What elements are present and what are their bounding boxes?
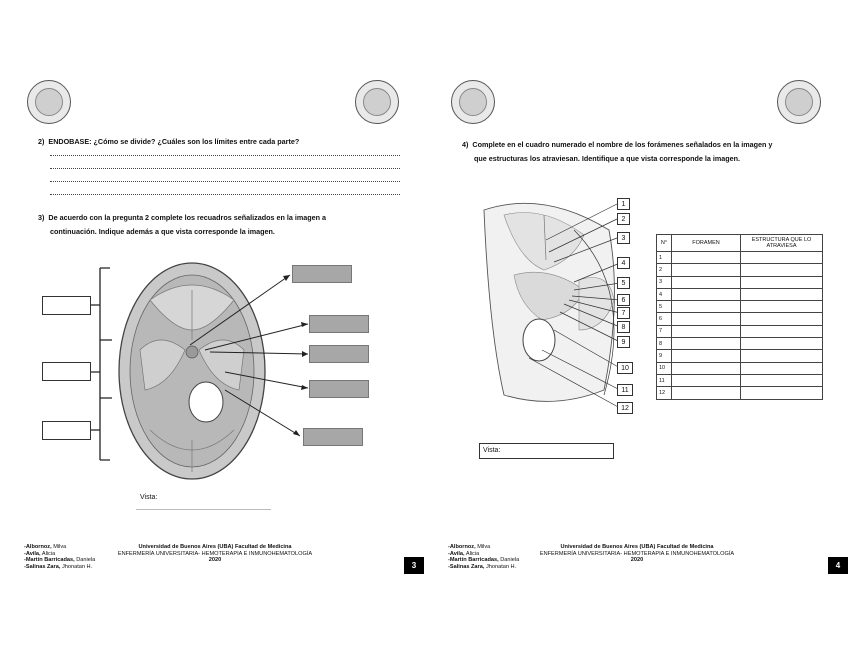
footer-authors: -Albornoz, Milva -Avila, Alicia -Martín Barricadas, Daniela -Salinas Zara, Jhonatan H. [448,544,520,570]
column-header: ESTRUCTURA QUE LO ATRAVIESA [741,235,823,252]
foramen-cell[interactable] [672,288,741,300]
answer-box-structure[interactable] [292,265,352,283]
foramen-cell[interactable] [672,338,741,350]
foramen-cell[interactable] [672,264,741,276]
answer-box-fossa[interactable] [42,421,91,440]
structure-cell[interactable] [741,288,823,300]
structure-cell[interactable] [741,387,823,399]
foramen-label-box: 11 [617,384,633,396]
foramen-cell[interactable] [672,387,741,399]
structure-cell[interactable] [741,325,823,337]
question-4: 4) Complete en el cuadro numerado el nombre de los forámenes señalados en la imagen y que estructuras los atraviesan. Identifique a que vista corresponde la imagen. [462,140,773,163]
structure-cell[interactable] [741,276,823,288]
vista-answer-box[interactable] [479,443,614,459]
table-row: 5 [657,301,823,313]
foramen-cell[interactable] [672,350,741,362]
answer-box-fossa[interactable] [42,362,91,381]
answer-box-structure[interactable] [309,380,369,398]
table-row: 4 [657,288,823,300]
footer-institution-block: Universidad de Buenos Aires (UBA) Facultad de Medicina ENFERMERÍA UNIVERSITARIA- HEMOTERAPIA E INMUNOHEMATOLOGÍA 2020 [117,544,313,563]
answer-box-fossa[interactable] [42,296,91,315]
foramen-label-box: 6 [617,294,630,306]
structure-cell[interactable] [741,301,823,313]
foramen-label-box: 2 [617,213,630,225]
foramen-label-box: 7 [617,307,630,319]
structure-cell[interactable] [741,374,823,386]
structure-cell[interactable] [741,313,823,325]
foramen-cell[interactable] [672,325,741,337]
foramen-label-box: 9 [617,336,630,348]
page-number: 4 [828,557,848,574]
table-row: 11 [657,374,823,386]
foramen-cell[interactable] [672,313,741,325]
vista-answer-line[interactable] [136,509,271,510]
foramen-label-box: 8 [617,321,630,333]
structure-cell[interactable] [741,338,823,350]
page-4 [424,0,848,655]
table-row: 2 [657,264,823,276]
answer-box-structure[interactable] [309,345,369,363]
structure-cell[interactable] [741,362,823,374]
column-header: FORAMEN [672,235,741,252]
page-number: 3 [404,557,424,574]
table-row: 1 [657,252,823,264]
answer-box-structure[interactable] [309,315,369,333]
table-header-row [657,235,823,252]
footer-institution-block: Universidad de Buenos Aires (UBA) Facultad de Medicina ENFERMERÍA UNIVERSITARIA- HEMOTERAPIA E INMUNOHEMATOLOGÍA 2020 [539,544,735,563]
foramen-label-box: 10 [617,362,633,374]
table-row: 12 [657,387,823,399]
table-row: 8 [657,338,823,350]
footer-authors: -Albornoz, Milva -Avila, Alicia -Martín Barricadas, Daniela -Salinas Zara, Jhonatan H. [24,544,96,570]
foramen-label-box: 3 [617,232,630,244]
structure-cell[interactable] [741,350,823,362]
foramen-table [656,234,823,400]
foramen-cell[interactable] [672,362,741,374]
vista-label: Vista: [483,447,501,454]
structure-cell[interactable] [741,252,823,264]
question-2: 2) ENDOBASE: ¿Cómo se divide? ¿Cuáles son los límites entre cada parte? [38,137,300,146]
table-row: 6 [657,313,823,325]
vista-label: Vista: [140,494,158,501]
foramen-label-box: 5 [617,277,630,289]
foramen-cell[interactable] [672,276,741,288]
foramen-label-box: 12 [617,402,633,414]
foramen-label-box: 4 [617,257,630,269]
answer-box-structure[interactable] [303,428,363,446]
table-row: 7 [657,325,823,337]
table-row: 3 [657,276,823,288]
table-row: 9 [657,350,823,362]
foramen-cell[interactable] [672,301,741,313]
structure-cell[interactable] [741,264,823,276]
foramen-cell[interactable] [672,374,741,386]
foramen-cell[interactable] [672,252,741,264]
foramen-label-box: 1 [617,198,630,210]
column-header: N° [657,235,672,252]
question-3: 3) De acuerdo con la pregunta 2 complete los recuadros señalizados en la imagen a continuación. Indique además a que vista corresponde la imagen. [38,213,327,236]
table-row: 10 [657,362,823,374]
